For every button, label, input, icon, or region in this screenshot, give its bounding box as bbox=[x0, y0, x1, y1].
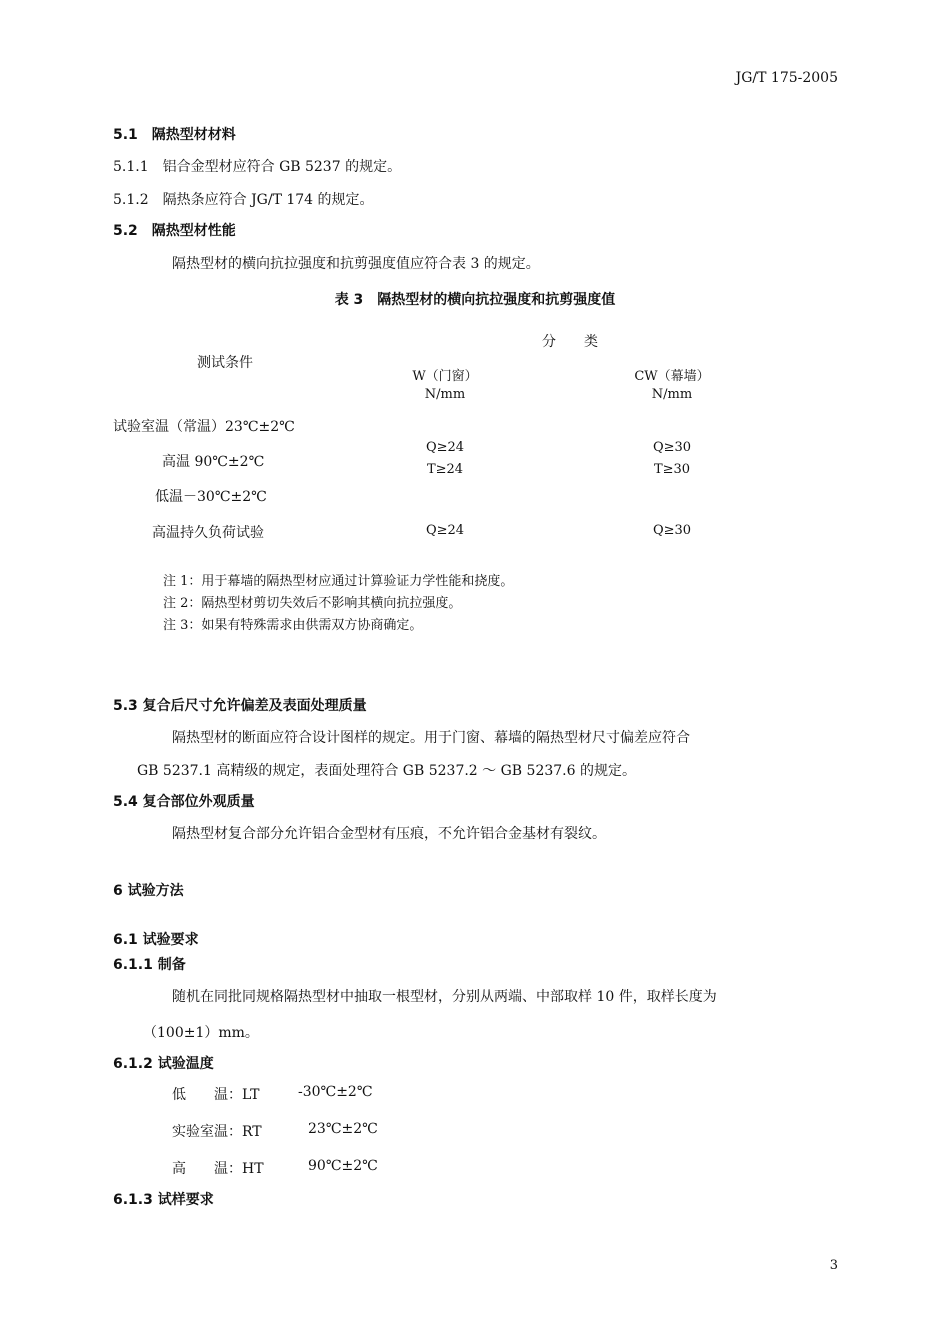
document-id: JG/T 175-2005 bbox=[735, 70, 838, 86]
section-5-4-body: 隔热型材复合部分允许铝合金型材有压痕，不允许铝合金基材有裂纹。 bbox=[172, 826, 606, 842]
table-3-caption: 表 3 隔热型材的横向抗拉强度和抗剪强度值 bbox=[334, 292, 616, 308]
table-note: 注 3：如果有特殊需求由供需双方协商确定。 bbox=[163, 618, 423, 633]
temp-value: 23℃±2℃ bbox=[308, 1121, 378, 1137]
table-cell-w-tensile: Q≥24 bbox=[425, 440, 465, 455]
section-6-1-1-body-line-2: （100±1）mm。 bbox=[143, 1025, 259, 1041]
section-6-1-title: 6.1 试验要求 bbox=[113, 932, 199, 948]
table-cell-cw-tensile: Q≥30 bbox=[652, 440, 692, 455]
table-cell-w-hold: Q≥24 bbox=[425, 523, 465, 538]
section-5-3-title: 5.3 复合后尺寸允许偏差及表面处理质量 bbox=[113, 698, 367, 714]
section-5-4-title: 5.4 复合部位外观质量 bbox=[113, 794, 255, 810]
temp-value: -30℃±2℃ bbox=[298, 1084, 373, 1100]
section-5-3-body-line-2: GB 5237.1 高精级的规定，表面处理符合 GB 5237.2 ～ GB 5237.6 的规定。 bbox=[137, 763, 636, 779]
table-header-condition: 测试条件 bbox=[197, 355, 253, 371]
section-6-1-3-title: 6.1.3 试样要求 bbox=[113, 1192, 214, 1208]
table-cell-cw-hold: Q≥30 bbox=[652, 523, 692, 538]
table-row-condition: 试验室温（常温）23℃±2℃ bbox=[113, 419, 295, 435]
table-header-group: 分 类 bbox=[542, 334, 598, 350]
table-col-w-unit: N/mm bbox=[424, 387, 466, 402]
table-row-condition: 低温－30℃±2℃ bbox=[155, 489, 267, 505]
section-6-title: 6 试验方法 bbox=[113, 883, 184, 899]
section-5-1-title: 5.1 隔热型材材料 bbox=[113, 127, 236, 143]
temp-label: 低 温：LT bbox=[172, 1087, 260, 1103]
temp-label: 高 温：HT bbox=[172, 1161, 264, 1177]
section-6-1-1-title: 6.1.1 制备 bbox=[113, 957, 186, 973]
clause-5-1-1: 5.1.1 铝合金型材应符合 GB 5237 的规定。 bbox=[113, 159, 402, 175]
table-cell-w-shear: T≥24 bbox=[426, 462, 464, 477]
table-col-w: W（门窗） bbox=[412, 369, 478, 384]
section-5-2-body: 隔热型材的横向抗拉强度和抗剪强度值应符合表 3 的规定。 bbox=[172, 256, 540, 272]
section-6-1-2-title: 6.1.2 试验温度 bbox=[113, 1056, 214, 1072]
section-6-1-1-body-line-1: 随机在同批同规格隔热型材中抽取一根型材，分别从两端、中部取样 10 件，取样长度为 bbox=[172, 989, 717, 1005]
table-row-condition: 高温持久负荷试验 bbox=[152, 525, 264, 541]
table-note: 注 1：用于幕墙的隔热型材应通过计算验证力学性能和挠度。 bbox=[163, 574, 514, 589]
temp-value: 90℃±2℃ bbox=[308, 1158, 378, 1174]
page-number: 3 bbox=[829, 1258, 838, 1273]
section-5-2-title: 5.2 隔热型材性能 bbox=[113, 223, 236, 239]
table-col-cw-unit: N/mm bbox=[651, 387, 693, 402]
temp-label: 实验室温：RT bbox=[172, 1124, 262, 1140]
section-5-3-body-line-1: 隔热型材的断面应符合设计图样的规定。用于门窗、幕墙的隔热型材尺寸偏差应符合 bbox=[172, 730, 690, 746]
table-cell-cw-shear: T≥30 bbox=[653, 462, 691, 477]
table-col-cw: CW（幕墙） bbox=[634, 369, 710, 384]
table-note: 注 2：隔热型材剪切失效后不影响其横向抗拉强度。 bbox=[163, 596, 462, 611]
table-row-condition: 高温 90℃±2℃ bbox=[162, 454, 265, 470]
clause-5-1-2: 5.1.2 隔热条应符合 JG/T 174 的规定。 bbox=[113, 192, 374, 208]
